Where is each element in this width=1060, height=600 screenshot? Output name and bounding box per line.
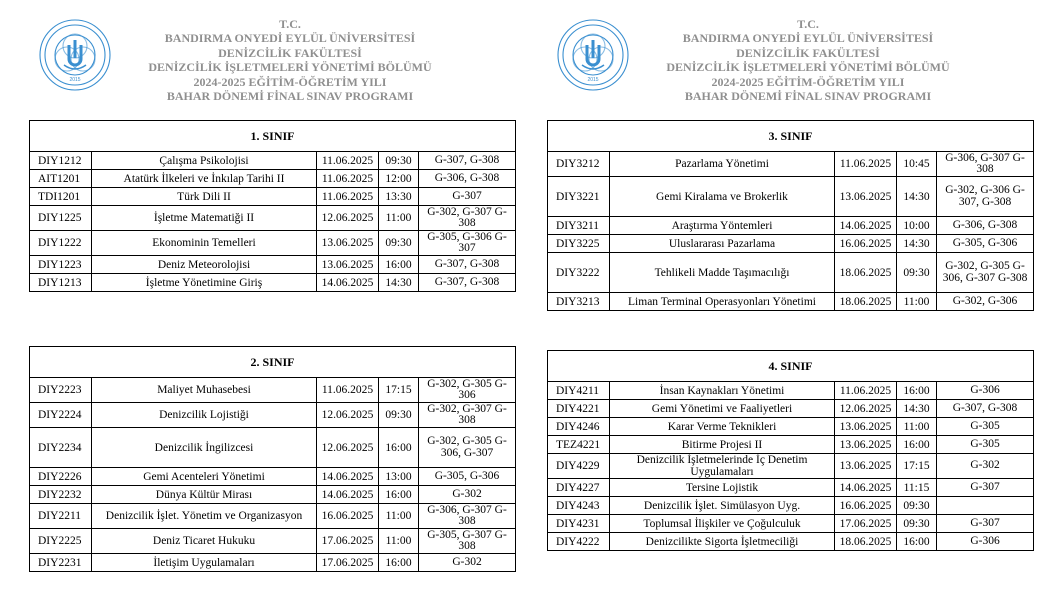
course-name: Karar Verme Teknikleri bbox=[610, 418, 835, 436]
table-row bbox=[30, 468, 516, 486]
course-code: DIY1225 bbox=[30, 206, 92, 231]
table-row bbox=[548, 293, 1034, 311]
exam-rooms: G-302 bbox=[419, 554, 516, 572]
schedule-table-class-2 bbox=[29, 346, 516, 572]
exam-rooms: G-302, G-307 G-308 bbox=[419, 206, 516, 231]
table-row bbox=[548, 418, 1034, 436]
course-name: İletişim Uygulamaları bbox=[92, 554, 317, 572]
exam-time: 16:00 bbox=[897, 436, 937, 454]
course-name: İnsan Kaynakları Yönetimi bbox=[610, 382, 835, 400]
header-line-6: BAHAR DÖNEMİ FİNAL SINAV PROGRAMI bbox=[684, 89, 932, 104]
exam-date: 13.06.2025 bbox=[835, 418, 897, 436]
course-code: DIY3222 bbox=[548, 253, 610, 293]
course-name: Denizcilik İşlet. Simülasyon Uyg. bbox=[610, 497, 835, 515]
course-name: Liman Terminal Operasyonları Yönetimi bbox=[610, 293, 835, 311]
course-code: DIY4243 bbox=[548, 497, 610, 515]
exam-date: 13.06.2025 bbox=[317, 256, 379, 274]
exam-rooms: G-306, G-308 bbox=[937, 217, 1034, 235]
exam-time: 11:15 bbox=[897, 479, 937, 497]
course-code: DIY3212 bbox=[548, 152, 610, 177]
course-name: Bitirme Projesi II bbox=[610, 436, 835, 454]
course-code: DIY4246 bbox=[548, 418, 610, 436]
course-code: DIY1212 bbox=[30, 152, 92, 170]
exam-date: 11.06.2025 bbox=[835, 152, 897, 177]
table-row bbox=[30, 170, 516, 188]
table-row bbox=[548, 382, 1034, 400]
schedule-table-class-3 bbox=[547, 120, 1034, 311]
header-line-1: T.C. bbox=[279, 17, 301, 31]
table-title-row bbox=[30, 347, 516, 378]
exam-rooms: G-302 bbox=[419, 486, 516, 504]
course-name: Denizcilik İngilizcesi bbox=[92, 428, 317, 468]
header-line-4: DENİZCİLİK İŞLETMELERİ YÖNETİMİ BÖLÜMÜ bbox=[666, 60, 950, 75]
table-row bbox=[548, 217, 1034, 235]
exam-date: 12.06.2025 bbox=[317, 428, 379, 468]
course-code: DIY2225 bbox=[30, 529, 92, 554]
exam-rooms: G-305, G-306 bbox=[937, 235, 1034, 253]
course-name: Denizcilik İşlet. Yönetim ve Organizasyon bbox=[92, 504, 317, 529]
table-row bbox=[30, 504, 516, 529]
table-row bbox=[30, 256, 516, 274]
exam-date: 13.06.2025 bbox=[835, 436, 897, 454]
header-line-3: DENİZCİLİK FAKÜLTESİ bbox=[218, 45, 362, 60]
exam-rooms: G-307, G-308 bbox=[419, 256, 516, 274]
table-row bbox=[548, 253, 1034, 293]
exam-time: 09:30 bbox=[897, 253, 937, 293]
exam-date: 11.06.2025 bbox=[317, 152, 379, 170]
exam-time: 09:30 bbox=[379, 152, 419, 170]
exam-rooms: G-302, G-305 G-306, G-307 bbox=[419, 428, 516, 468]
exam-time: 16:00 bbox=[379, 486, 419, 504]
exam-date: 12.06.2025 bbox=[317, 403, 379, 428]
exam-time: 17:15 bbox=[379, 378, 419, 403]
exam-rooms: G-306, G-307 G-308 bbox=[937, 152, 1034, 177]
right-page bbox=[528, 0, 1048, 600]
course-code: TDI1201 bbox=[30, 188, 92, 206]
exam-rooms: G-307 bbox=[937, 515, 1034, 533]
course-code: DIY3221 bbox=[548, 177, 610, 217]
exam-time: 14:30 bbox=[897, 177, 937, 217]
course-name: Atatürk İlkeleri ve İnkılap Tarihi II bbox=[92, 170, 317, 188]
course-name: Tersine Lojistik bbox=[610, 479, 835, 497]
table-row bbox=[30, 403, 516, 428]
exam-rooms: G-306, G-308 bbox=[419, 170, 516, 188]
exam-rooms: G-307, G-308 bbox=[419, 152, 516, 170]
exam-rooms: G-307, G-308 bbox=[419, 274, 516, 292]
course-name: Araştırma Yöntemleri bbox=[610, 217, 835, 235]
table-row bbox=[30, 554, 516, 572]
schedule-table-class-4 bbox=[547, 350, 1034, 551]
course-name: Deniz Meteorolojisi bbox=[92, 256, 317, 274]
exam-rooms: G-302, G-305 G-306 bbox=[419, 378, 516, 403]
exam-date: 16.06.2025 bbox=[317, 504, 379, 529]
header-line-1: T.C. bbox=[797, 17, 819, 31]
exam-time: 09:30 bbox=[897, 497, 937, 515]
exam-rooms: G-305 bbox=[937, 436, 1034, 454]
exam-time: 11:00 bbox=[897, 418, 937, 436]
course-name: İşletme Matematiği II bbox=[92, 206, 317, 231]
exam-rooms: G-305, G-307 G-308 bbox=[419, 529, 516, 554]
table-row bbox=[548, 177, 1034, 217]
exam-time: 16:00 bbox=[379, 428, 419, 468]
exam-rooms bbox=[937, 497, 1034, 515]
exam-rooms: G-306 bbox=[937, 533, 1034, 551]
exam-date: 17.06.2025 bbox=[317, 529, 379, 554]
university-logo-icon bbox=[38, 18, 112, 92]
exam-date: 18.06.2025 bbox=[835, 533, 897, 551]
svg-text:2015: 2015 bbox=[69, 77, 81, 83]
exam-date: 16.06.2025 bbox=[835, 235, 897, 253]
exam-time: 11:00 bbox=[379, 206, 419, 231]
header-line-3: DENİZCİLİK FAKÜLTESİ bbox=[736, 45, 880, 60]
schedule-table-class-1 bbox=[29, 120, 516, 292]
course-name: Gemi Kiralama ve Brokerlik bbox=[610, 177, 835, 217]
course-code: DIY3225 bbox=[548, 235, 610, 253]
exam-time: 16:00 bbox=[897, 533, 937, 551]
table-row bbox=[30, 486, 516, 504]
table-title-row bbox=[30, 121, 516, 152]
exam-rooms: G-305 bbox=[937, 418, 1034, 436]
exam-date: 11.06.2025 bbox=[317, 378, 379, 403]
exam-time: 11:00 bbox=[379, 504, 419, 529]
exam-date: 11.06.2025 bbox=[317, 188, 379, 206]
exam-time: 09:30 bbox=[379, 231, 419, 256]
course-name: Denizcilik İşletmelerinde İç Denetim Uygulamaları bbox=[610, 454, 835, 479]
exam-date: 18.06.2025 bbox=[835, 253, 897, 293]
course-code: DIY4222 bbox=[548, 533, 610, 551]
exam-time: 09:30 bbox=[897, 515, 937, 533]
table-row bbox=[30, 378, 516, 403]
table-row bbox=[548, 400, 1034, 418]
table-row bbox=[30, 231, 516, 256]
course-name: Gemi Acenteleri Yönetimi bbox=[92, 468, 317, 486]
course-code: TEZ4221 bbox=[548, 436, 610, 454]
exam-time: 14:30 bbox=[379, 274, 419, 292]
exam-date: 14.06.2025 bbox=[317, 486, 379, 504]
course-code: DIY2234 bbox=[30, 428, 92, 468]
exam-rooms: G-302, G-307 G-308 bbox=[419, 403, 516, 428]
table-row bbox=[30, 428, 516, 468]
header-line-4: DENİZCİLİK İŞLETMELERİ YÖNETİMİ BÖLÜMÜ bbox=[148, 60, 432, 75]
exam-date: 13.06.2025 bbox=[317, 231, 379, 256]
exam-rooms: G-307 bbox=[419, 188, 516, 206]
course-name: Çalışma Psikolojisi bbox=[92, 152, 317, 170]
exam-time: 10:00 bbox=[897, 217, 937, 235]
table-title: 4. SINIF bbox=[548, 351, 1034, 382]
course-name: Türk Dili II bbox=[92, 188, 317, 206]
table-row bbox=[548, 436, 1034, 454]
exam-date: 13.06.2025 bbox=[835, 454, 897, 479]
exam-time: 14:30 bbox=[897, 400, 937, 418]
exam-time: 16:00 bbox=[379, 554, 419, 572]
course-name: Denizcilik Lojistiği bbox=[92, 403, 317, 428]
exam-rooms: G-302, G-306 bbox=[937, 293, 1034, 311]
course-code: DIY4231 bbox=[548, 515, 610, 533]
course-code: DIY3211 bbox=[548, 217, 610, 235]
table-row bbox=[30, 274, 516, 292]
exam-date: 12.06.2025 bbox=[835, 400, 897, 418]
page-header bbox=[140, 17, 440, 103]
exam-rooms: G-307, G-308 bbox=[937, 400, 1034, 418]
exam-rooms: G-306, G-307 G-308 bbox=[419, 504, 516, 529]
course-code: DIY1213 bbox=[30, 274, 92, 292]
exam-time: 11:00 bbox=[897, 293, 937, 311]
course-name: Uluslararası Pazarlama bbox=[610, 235, 835, 253]
exam-time: 10:45 bbox=[897, 152, 937, 177]
header-line-6: BAHAR DÖNEMİ FİNAL SINAV PROGRAMI bbox=[166, 89, 414, 104]
exam-date: 12.06.2025 bbox=[317, 206, 379, 231]
exam-date: 16.06.2025 bbox=[835, 497, 897, 515]
course-name: Tehlikeli Madde Taşımacılığı bbox=[610, 253, 835, 293]
table-title: 3. SINIF bbox=[548, 121, 1034, 152]
course-code: DIY2211 bbox=[30, 504, 92, 529]
exam-time: 14:30 bbox=[897, 235, 937, 253]
course-name: Deniz Ticaret Hukuku bbox=[92, 529, 317, 554]
exam-time: 13:30 bbox=[379, 188, 419, 206]
exam-time: 17:15 bbox=[897, 454, 937, 479]
course-code: DIY2232 bbox=[30, 486, 92, 504]
exam-date: 17.06.2025 bbox=[835, 515, 897, 533]
exam-date: 13.06.2025 bbox=[835, 177, 897, 217]
exam-date: 14.06.2025 bbox=[317, 274, 379, 292]
exam-time: 12:00 bbox=[379, 170, 419, 188]
course-name: Pazarlama Yönetimi bbox=[610, 152, 835, 177]
table-title: 1. SINIF bbox=[30, 121, 516, 152]
table-row bbox=[30, 188, 516, 206]
exam-date: 18.06.2025 bbox=[835, 293, 897, 311]
course-name: Denizcilikte Sigorta İşletmeciliği bbox=[610, 533, 835, 551]
exam-rooms: G-302, G-306 G-307, G-308 bbox=[937, 177, 1034, 217]
exam-time: 09:30 bbox=[379, 403, 419, 428]
exam-date: 14.06.2025 bbox=[835, 479, 897, 497]
university-logo-icon bbox=[556, 18, 630, 92]
exam-date: 11.06.2025 bbox=[835, 382, 897, 400]
exam-rooms: G-305, G-306 G-307 bbox=[419, 231, 516, 256]
table-row bbox=[548, 152, 1034, 177]
exam-rooms: G-305, G-306 bbox=[419, 468, 516, 486]
course-code: AIT1201 bbox=[30, 170, 92, 188]
exam-date: 17.06.2025 bbox=[317, 554, 379, 572]
exam-time: 16:00 bbox=[897, 382, 937, 400]
course-code: DIY3213 bbox=[548, 293, 610, 311]
table-row bbox=[30, 529, 516, 554]
table-row bbox=[548, 479, 1034, 497]
course-code: DIY2224 bbox=[30, 403, 92, 428]
table-title-row bbox=[548, 351, 1034, 382]
course-name: Gemi Yönetimi ve Faaliyetleri bbox=[610, 400, 835, 418]
exam-date: 14.06.2025 bbox=[317, 468, 379, 486]
exam-rooms: G-306 bbox=[937, 382, 1034, 400]
course-code: DIY4221 bbox=[548, 400, 610, 418]
course-name: Toplumsal İlişkiler ve Çoğulculuk bbox=[610, 515, 835, 533]
course-code: DIY1223 bbox=[30, 256, 92, 274]
course-name: Dünya Kültür Mirası bbox=[92, 486, 317, 504]
table-row bbox=[548, 454, 1034, 479]
exam-rooms: G-302, G-305 G-306, G-307 G-308 bbox=[937, 253, 1034, 293]
table-title: 2. SINIF bbox=[30, 347, 516, 378]
table-row bbox=[30, 206, 516, 231]
course-code: DIY2231 bbox=[30, 554, 92, 572]
table-row bbox=[548, 515, 1034, 533]
svg-text:2015: 2015 bbox=[587, 77, 599, 83]
header-line-2: BANDIRMA ONYEDİ EYLÜL ÜNİVERSİTESİ bbox=[164, 31, 416, 46]
page-header bbox=[658, 17, 958, 103]
header-line-5: 2024-2025 EĞİTİM-ÖĞRETİM YILI bbox=[711, 74, 905, 89]
table-row bbox=[30, 152, 516, 170]
exam-time: 16:00 bbox=[379, 256, 419, 274]
course-code: DIY4227 bbox=[548, 479, 610, 497]
exam-rooms: G-307 bbox=[937, 479, 1034, 497]
course-code: DIY2223 bbox=[30, 378, 92, 403]
table-row bbox=[548, 497, 1034, 515]
course-name: Ekonominin Temelleri bbox=[92, 231, 317, 256]
course-name: İşletme Yönetimine Giriş bbox=[92, 274, 317, 292]
table-row bbox=[548, 235, 1034, 253]
exam-time: 13:00 bbox=[379, 468, 419, 486]
header-line-2: BANDIRMA ONYEDİ EYLÜL ÜNİVERSİTESİ bbox=[682, 31, 934, 46]
table-row bbox=[548, 533, 1034, 551]
course-code: DIY2226 bbox=[30, 468, 92, 486]
course-code: DIY4211 bbox=[548, 382, 610, 400]
course-code: DIY1222 bbox=[30, 231, 92, 256]
exam-date: 14.06.2025 bbox=[835, 217, 897, 235]
table-title-row bbox=[548, 121, 1034, 152]
course-name: Maliyet Muhasebesi bbox=[92, 378, 317, 403]
exam-date: 11.06.2025 bbox=[317, 170, 379, 188]
course-code: DIY4229 bbox=[548, 454, 610, 479]
header-line-5: 2024-2025 EĞİTİM-ÖĞRETİM YILI bbox=[193, 74, 387, 89]
exam-time: 11:00 bbox=[379, 529, 419, 554]
left-page bbox=[10, 0, 530, 600]
exam-rooms: G-302 bbox=[937, 454, 1034, 479]
